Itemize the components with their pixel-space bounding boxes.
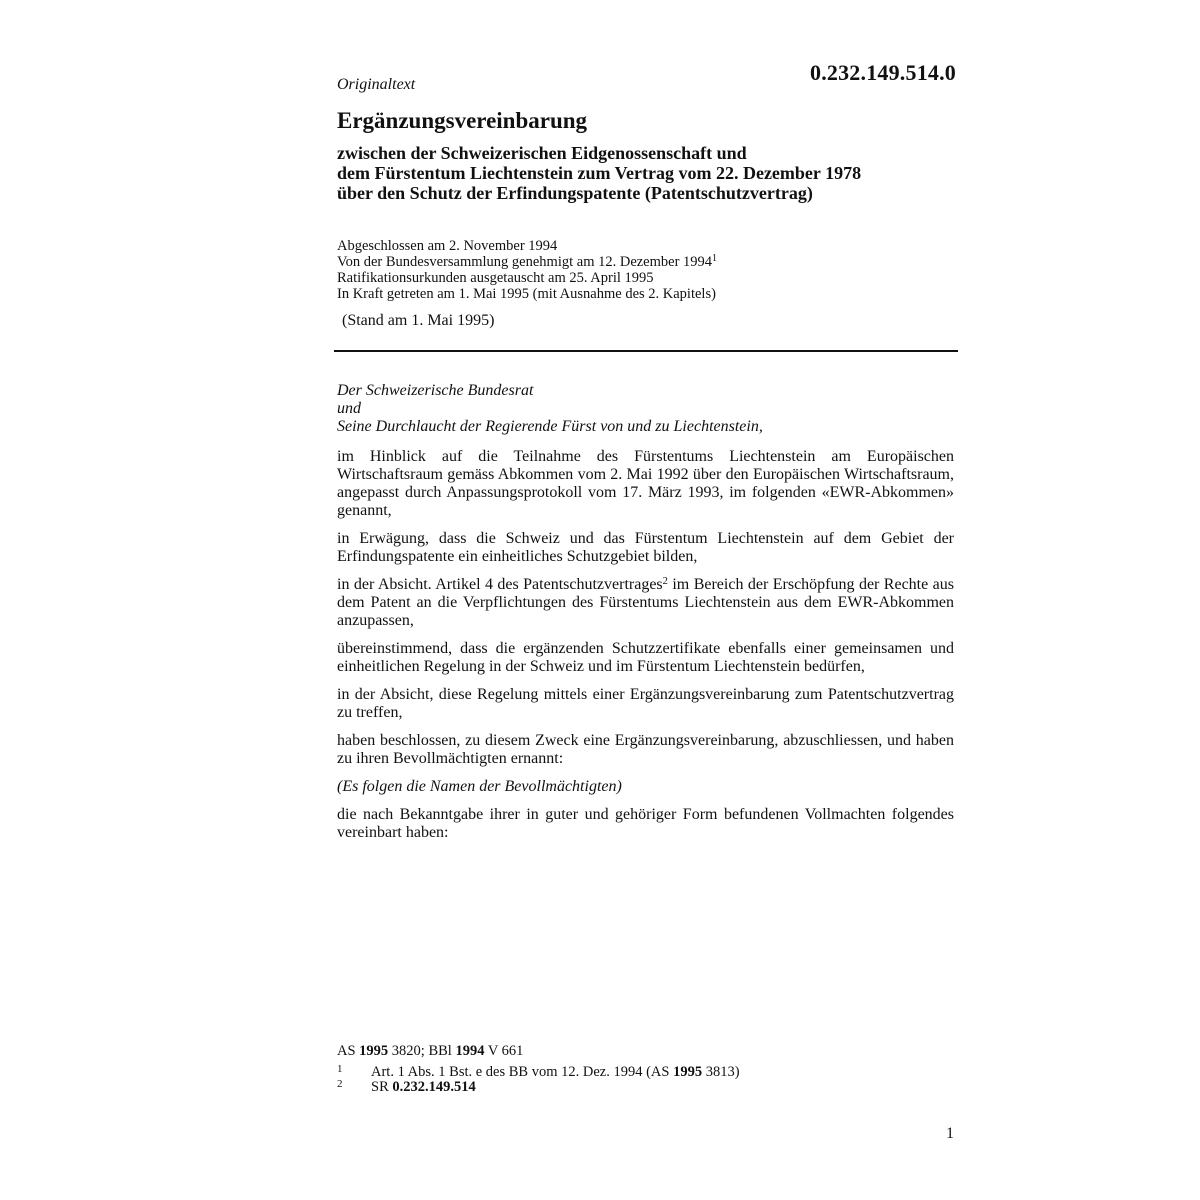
preamble-paragraph: haben beschlossen, zu diesem Zweck eine Ergänzungsvereinbarung, abzuschliessen, und haben zu ihren Bevollmächtigten ernannt: xyxy=(337,732,954,767)
preamble-paragraph: in Erwägung, dass die Schweiz und das Fürstentum Liechtenstein auf dem Gebiet der Erfindungspatente ein einheitliches Schutzgebiet bilden, xyxy=(337,530,954,565)
subtitle-line: zwischen der Schweizerischen Eidgenossenschaft und xyxy=(337,143,747,163)
plenipotentiaries-note: (Es folgen die Namen der Bevollmächtigten) xyxy=(337,778,622,795)
preamble-paragraph: in der Absicht. Artikel 4 des Patentschutzvertrages$^2$ im Bereich der Erschöpfung der Rechte aus dem Patent an die Verpflichtungen des Fürstentums Liechtenstein aus dem EWR-Abkommen anzupassen, xyxy=(337,576,955,629)
meta-genehmigt: Von der Bundesversammlung genehmigt am 12. Dezember 1994$^1$ xyxy=(337,253,718,270)
preamble-paragraph: die nach Bekanntgabe ihrer in guter und gehöriger Form befundenen Vollmachten folgendes vereinbart haben: xyxy=(337,806,954,841)
meta-abgeschlossen: Abgeschlossen am 2. November 1994 xyxy=(337,238,558,254)
party-line: und xyxy=(337,400,361,417)
footnote-ref-1[interactable]: 1 xyxy=(712,253,718,264)
stand-date: (Stand am 1. Mai 1995) xyxy=(342,312,495,329)
meta-ratifikation: Ratifikationsurkunden ausgetauscht am 25. April 1995 xyxy=(337,270,654,286)
subtitle-line: über den Schutz der Erfindungspatente (Patentschutzvertrag) xyxy=(337,183,813,203)
meta-in-kraft: In Kraft getreten am 1. Mai 1995 (mit Ausnahme des 2. Kapitels) xyxy=(337,286,716,302)
preamble-paragraph: übereinstimmend, dass die ergänzenden Schutzzertifikate ebenfalls einer gemeinsamen und einheitlichen Regelung in der Schweiz und im Fürstentum Liechtenstein bedürfen, xyxy=(337,640,954,675)
party-line: Seine Durchlaucht der Regierende Fürst von und zu Liechtenstein, xyxy=(337,418,763,435)
preamble-paragraph: in der Absicht, diese Regelung mittels einer Ergänzungsvereinbarung zum Patentschutzvertrag zu treffen, xyxy=(337,686,954,721)
header-divider xyxy=(334,350,958,352)
preamble xyxy=(337,382,954,852)
footnote-2: 2 SR 0.232.149.514 xyxy=(337,1078,476,1095)
as-reference: AS 1995 3820; BBl 1994 V 661 xyxy=(337,1043,524,1059)
sr-number: 0.232.149.514.0 xyxy=(810,60,956,85)
document-metadata xyxy=(337,238,717,302)
document-subtitle xyxy=(337,143,861,203)
document-title: Ergänzungsvereinbarung xyxy=(337,108,588,133)
contracting-parties xyxy=(337,382,954,436)
footnote-ref-2[interactable]: 2 xyxy=(662,576,668,587)
originaltext-label: Originaltext xyxy=(337,76,416,93)
preamble-paragraph: im Hinblick auf die Teilnahme des Fürstentums Liechtenstein am Europäischen Wirtschaftsraum gemäss Abkommen vom 2. Mai 1992 über den Europäischen Wirtschaftsraum, angepasst durch Anpassungsprotokoll vom 17. März 1993, im folgenden «EWR-Abkommen» genannt, xyxy=(337,448,954,519)
party-line: Der Schweizerische Bundesrat xyxy=(337,382,534,399)
subtitle-line: dem Fürstentum Liechtenstein zum Vertrag vom 22. Dezember 1978 xyxy=(337,163,862,183)
footnotes xyxy=(337,1044,954,1095)
page-number: 1 xyxy=(946,1125,954,1142)
footnote-1: 1 Art. 1 Abs. 1 Bst. e des BB vom 12. Dez. 1994 (AS 1995 3813) xyxy=(337,1063,740,1080)
